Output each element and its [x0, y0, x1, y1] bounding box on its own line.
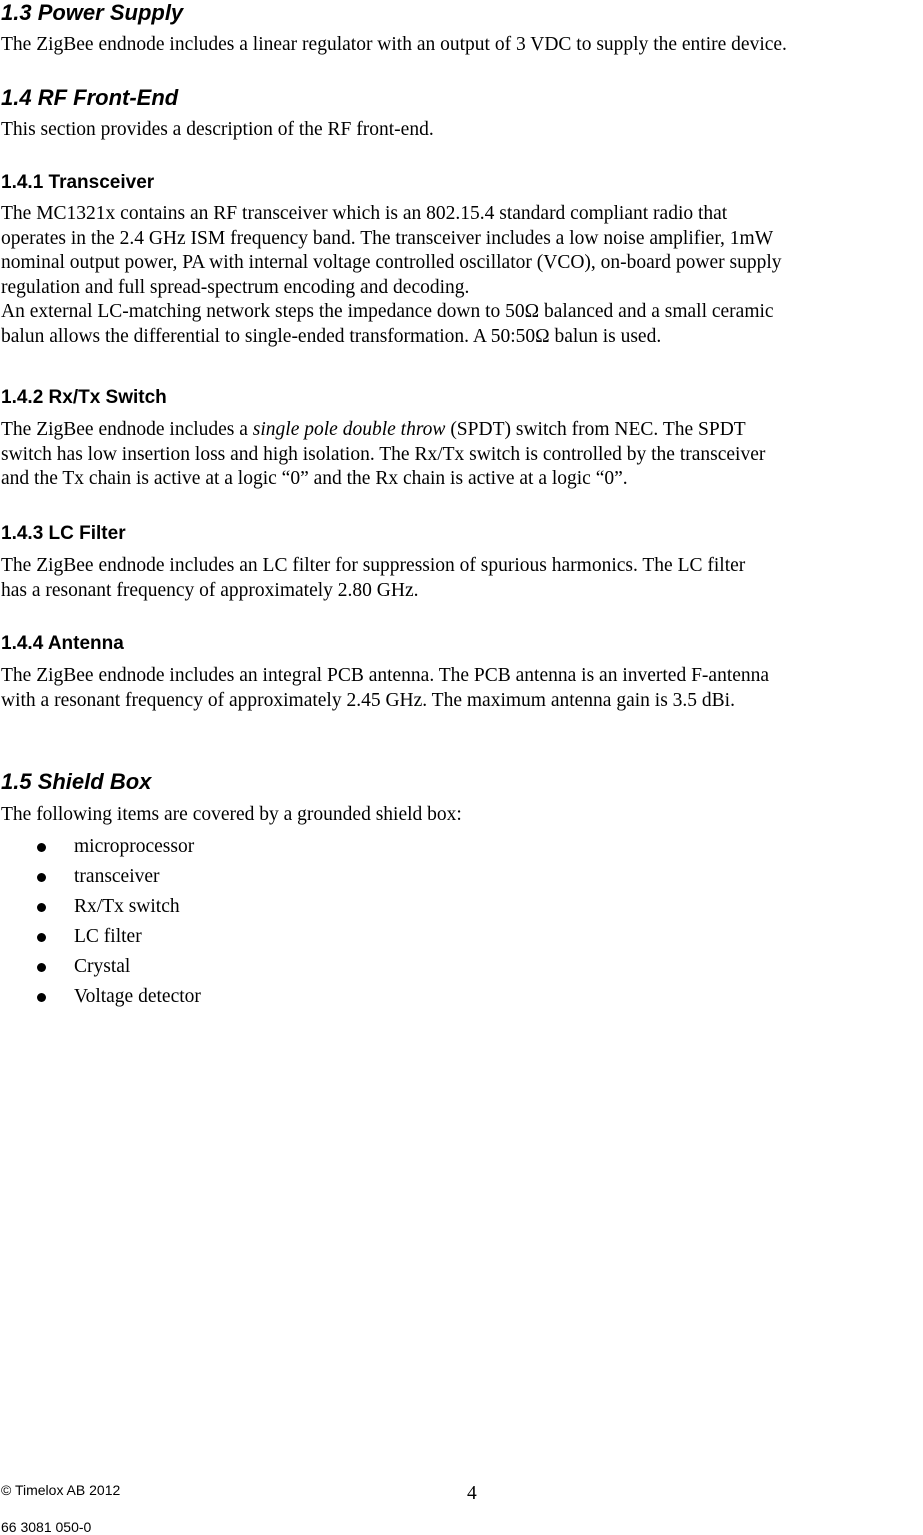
lc-filter-line: has a resonant frequency of approximately 2.80 GHz.	[1, 579, 419, 601]
footer-copyright: © Timelox AB 2012	[1, 1482, 121, 1498]
bullet-icon	[37, 963, 46, 972]
rf-front-end-text: This section provides a description of the RF front-end.	[1, 119, 434, 140]
list-item-label: microprocessor	[74, 836, 195, 857]
list-item-label: Rx/Tx switch	[74, 896, 180, 917]
transceiver-paragraph	[1, 202, 782, 349]
antenna-paragraph	[1, 664, 769, 713]
list-item	[0, 864, 201, 894]
lc-filter-line: The ZigBee endnode includes an LC filter for suppression of spurious harmonics. The LC filter	[1, 555, 746, 576]
bullet-icon	[37, 903, 46, 912]
bullet-icon	[37, 993, 46, 1002]
list-item	[0, 954, 201, 984]
transceiver-line: The MC1321x contains an RF transceiver which is an 802.15.4 standard compliant radio that	[1, 203, 728, 224]
bullet-icon	[37, 873, 46, 882]
list-item-label: Voltage detector	[74, 986, 201, 1007]
rx-tx-line-1	[1, 418, 765, 443]
list-item	[0, 924, 201, 954]
list-item	[0, 984, 201, 1014]
heading-power-supply: 1.3 Power Supply	[1, 0, 184, 25]
list-item-label: transceiver	[74, 866, 160, 887]
transceiver-line: An external LC-matching network steps the impedance down to 50Ω balanced and a small ceramic	[1, 301, 774, 322]
heading-transceiver: 1.4.1 Transceiver	[1, 172, 155, 193]
heading-rx-tx-switch: 1.4.2 Rx/Tx Switch	[1, 387, 167, 408]
transceiver-line: regulation and full spread-spectrum encoding and decoding.	[1, 276, 470, 298]
list-item-label: Crystal	[74, 956, 131, 977]
rx-tx-suffix: (SPDT) switch from NEC. The SPDT	[445, 419, 746, 440]
rx-tx-switch-paragraph	[1, 418, 765, 492]
antenna-line: with a resonant frequency of approximately 2.45 GHz. The maximum antenna gain is 3.5 dBi.	[1, 689, 735, 711]
list-item	[0, 834, 201, 864]
shield-box-intro: The following items are covered by a grounded shield box:	[1, 804, 462, 825]
footer-doc-number: 66 3081 050-0	[1, 1519, 92, 1535]
spdt-italic-term: single pole double throw	[252, 419, 446, 440]
heading-rf-front-end: 1.4 RF Front-End	[1, 85, 179, 110]
page-number: 4	[467, 1483, 477, 1504]
rx-tx-line-3: and the Tx chain is active at a logic “0” and the Rx chain is active at a logic “0”.	[1, 468, 628, 489]
transceiver-line: nominal output power, PA with internal voltage controlled oscillator (VCO), on-board power supply	[1, 252, 782, 273]
shield-box-item-list	[0, 834, 201, 1014]
transceiver-line: operates in the 2.4 GHz ISM frequency band. The transceiver includes a low noise amplifier, 1mW	[1, 227, 774, 249]
list-item-label: LC filter	[74, 926, 142, 947]
rx-tx-prefix: The ZigBee endnode includes a	[1, 419, 253, 440]
bullet-icon	[37, 843, 46, 852]
heading-shield-box: 1.5 Shield Box	[1, 769, 152, 794]
list-item	[0, 894, 201, 924]
bullet-icon	[37, 933, 46, 942]
lc-filter-paragraph	[1, 554, 745, 603]
heading-lc-filter: 1.4.3 LC Filter	[1, 523, 126, 544]
rx-tx-line-2: switch has low insertion loss and high isolation. The Rx/Tx switch is controlled by the transceiver	[1, 443, 766, 465]
antenna-line: The ZigBee endnode includes an integral PCB antenna. The PCB antenna is an inverted F-antenna	[1, 665, 770, 686]
heading-antenna: 1.4.4 Antenna	[1, 633, 124, 654]
power-supply-text: The ZigBee endnode includes a linear regulator with an output of 3 VDC to supply the entire device.	[1, 34, 787, 55]
transceiver-line: balun allows the differential to single-ended transformation. A 50:50Ω balun is used.	[1, 325, 662, 347]
